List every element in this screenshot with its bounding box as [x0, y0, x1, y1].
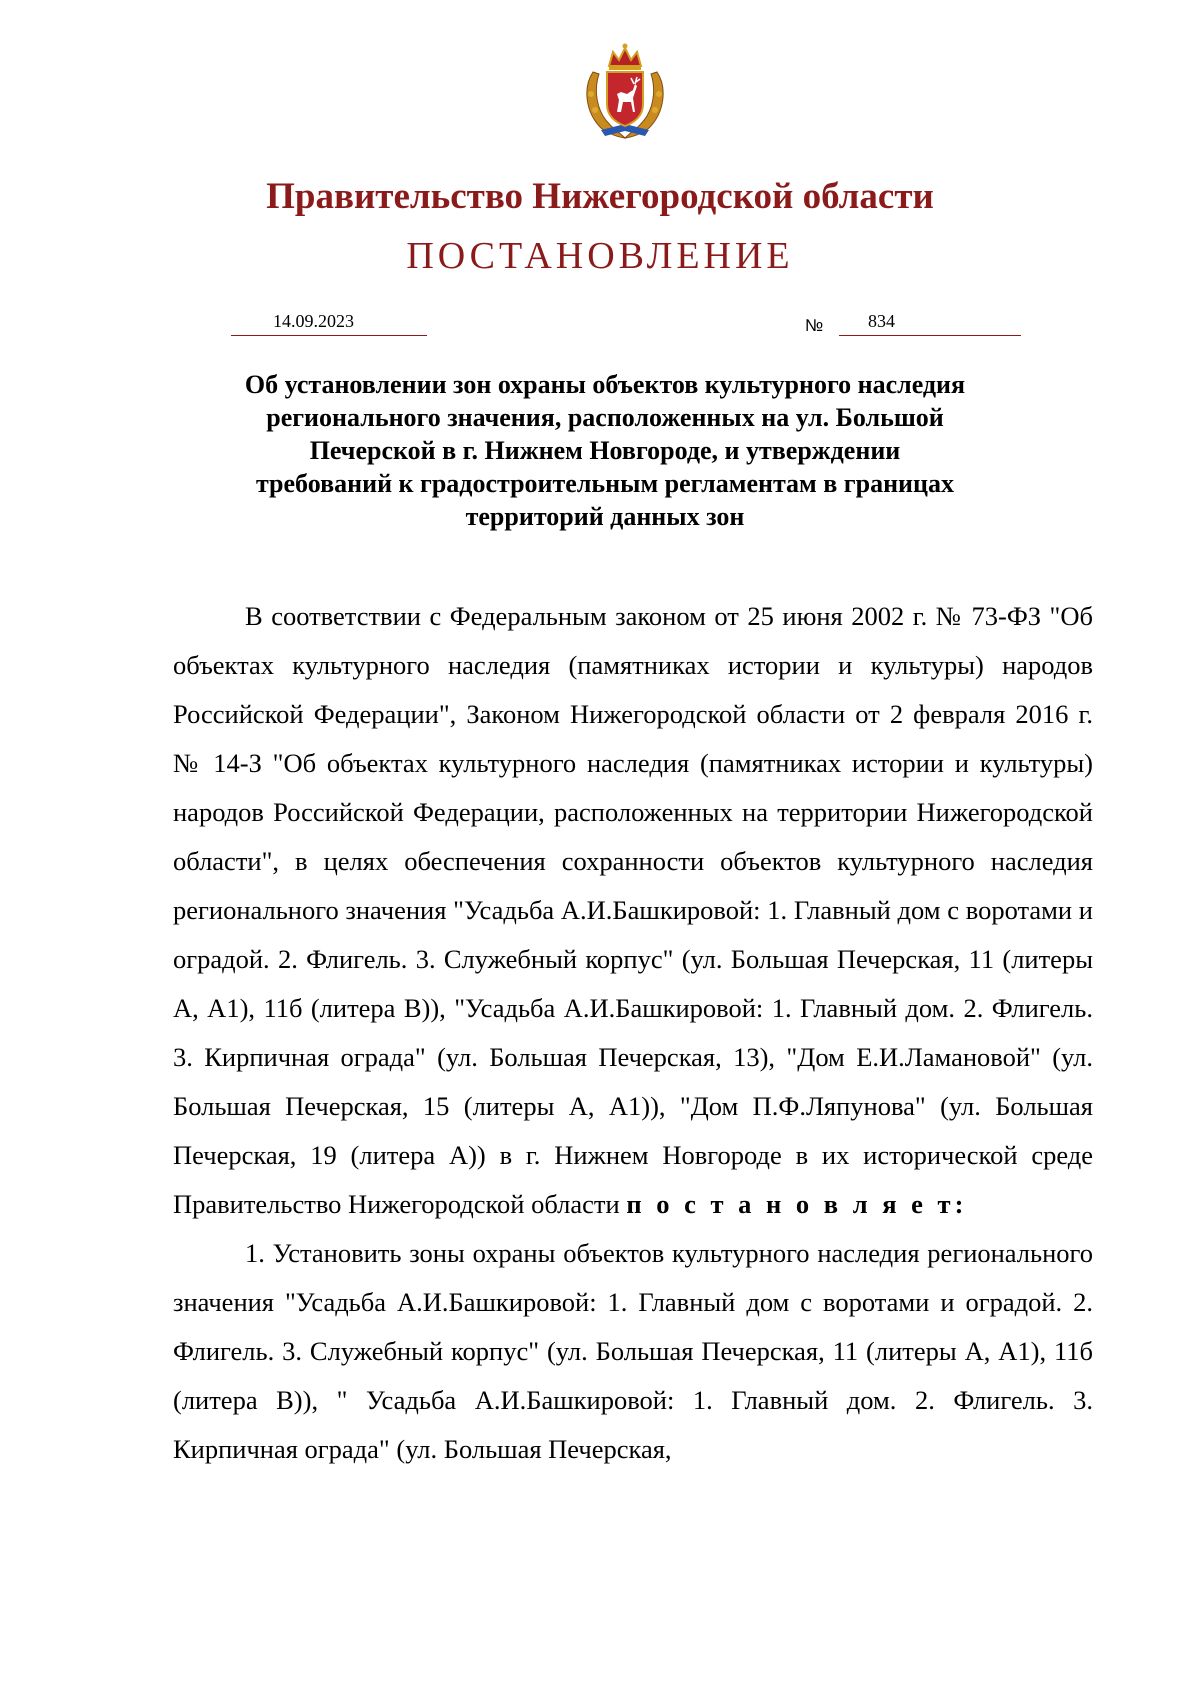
organization-title: Правительство Нижегородской области [266, 176, 934, 217]
subject-line: территорий данных зон [465, 502, 745, 531]
document-date: 14.09.2023 [273, 311, 354, 331]
subject-line: Печерской в г. Нижнем Новгороде, и утверждении [309, 436, 901, 465]
document-kind: ПОСТАНОВЛЕНИЕ [406, 235, 794, 277]
subject-line: Об установлении зон охраны объектов культурного наследия [244, 370, 966, 399]
subject-line: регионального значения, расположенных на ул. Большой [266, 403, 944, 432]
resolves-word: п о с т а н о в л я е т: [626, 1189, 968, 1219]
item-1-paragraph: 1. Установить зоны охраны объектов культурного наследия регионального значения "Усадьба А.И.Башкировой: 1. Главный дом с воротами и оградой. 2. Флигель. 3. Служебный корпус" (ул. Большая Печерская, 11 (литеры А, А1), 11б (литера В)), " Усадьба А.И.Башкировой: 1. Главный дом. 2. Флигель. 3. Кирпичная ограда" (ул. Большая Печерская, [173, 1238, 1093, 1464]
document-number: 834 [868, 311, 895, 331]
number-underline [839, 313, 1021, 336]
preamble-text: В соответствии с Федеральным законом от 25 июня 2002 г. № 73-ФЗ "Об объектах культурного наследия (памятниках истории и культуры) народов Российской Федерации", Законом Нижегородской области от 2 февраля 2016 г. № 14-З "Об объектах культурного наследия (памятниках истории и культуры) народов Российской Федерации, расположенных на территории Нижегородской области", в целях обеспечения сохранности объектов культурного наследия регионального значения "Усадьба А.И.Башкировой: 1. Главный дом с воротами и оградой. 2. Флигель. 3. Служебный корпус" (ул. Большая Печерская, 11 (литеры А, А1), 11б (литера В)), "Усадьба А.И.Башкировой: 1. Главный дом. 2. Флигель. 3. Кирпичная ограда" (ул. Большая Печерская, 13), "Дом Е.И.Ламановой" (ул. Большая Печерская, 15 (литеры А, А1)), "Дом П.Ф.Ляпунова" (ул. Большая Печерская, 19 (литера А)) в г. Нижнем Новгороде в их исторической среде Правительство Нижегородской области [173, 601, 1093, 1219]
number-sign: № [805, 316, 824, 335]
coat-of-arms-icon [579, 42, 671, 142]
document-body [173, 592, 1093, 1474]
subject-line: требований к градостроительным регламентам в границах [255, 469, 955, 498]
document-subject [220, 368, 990, 533]
preamble-paragraph [173, 592, 1093, 1229]
